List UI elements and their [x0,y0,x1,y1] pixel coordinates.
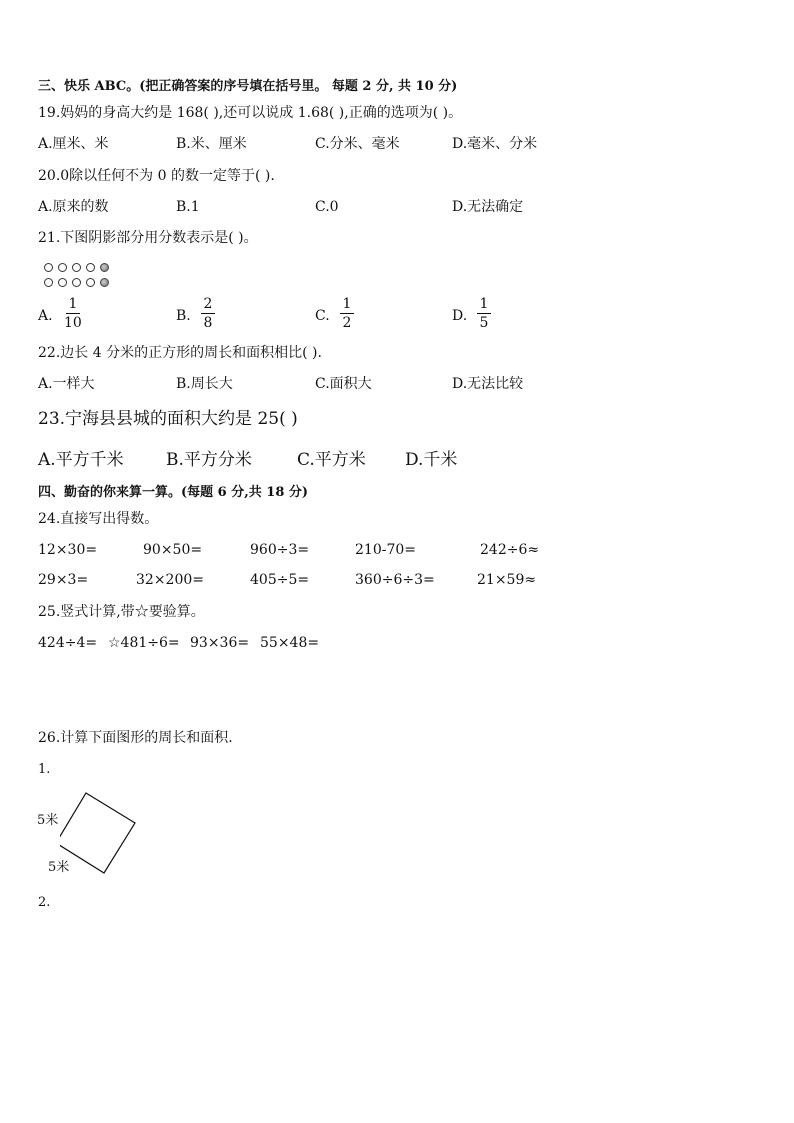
q22-option-a: A.一样大 [38,376,95,392]
q21-option-d-letter: D. [452,308,468,324]
q20-option-d: D.无法确定 [452,199,524,215]
q24-calc-item: 960÷3= [250,542,310,558]
fraction-numerator: 1 [68,296,78,312]
q24-calc-item: 29×3= [38,572,89,588]
q22-option-b: B.周长大 [176,376,233,392]
q25-calc-item: 93×36= [190,635,250,651]
q21-option-b-letter: B. [176,308,191,324]
empty-circle [44,263,53,272]
square-outline [60,793,135,873]
q23-option-b: B.平方分米 [166,450,252,470]
fraction-bar [66,313,80,314]
fraction-bar [201,313,215,314]
empty-circle [72,278,81,287]
question-22-stem: 22.边长 4 分米的正方形的周长和面积相比( ). [38,345,322,361]
question-23-stem: 23.宁海县县城的面积大约是 25( ) [38,409,298,429]
question-24-stem: 24.直接写出得数。 [38,511,159,527]
q19-option-c: C.分米、毫米 [315,136,400,152]
q24-calc-item: 360÷6÷3= [355,572,435,588]
empty-circle [72,263,81,272]
side-length-label-bottom: 5米 [48,860,70,875]
q23-option-c: C.平方米 [297,450,366,470]
section-four-title: 四、勤奋的你来算一算。(每题 6 分,共 18 分) [38,485,309,500]
q26-sub-2-label: 2. [38,895,51,910]
q25-calc-item: 55×48= [260,635,320,651]
fraction-denominator: 8 [203,315,213,331]
shaded-circle [100,278,109,287]
fraction-bar [340,313,354,314]
shaded-circle [100,263,109,272]
q21-option-a-letter: A. [38,308,53,324]
empty-circle [58,278,67,287]
q23-option-a: A.平方千米 [38,450,124,470]
empty-circle [86,278,95,287]
fraction-numerator: 1 [479,296,489,312]
q20-option-b: B.1 [176,199,200,215]
fraction-bar [477,313,491,314]
q25-calc-item: ☆481÷6= [108,635,180,651]
q24-calc-item: 242÷6≈ [480,542,540,558]
question-26-stem: 26.计算下面图形的周长和面积. [38,730,233,746]
q20-option-c: C.0 [315,199,339,215]
q22-option-d: D.无法比较 [452,376,524,392]
side-length-label-left: 5米 [37,813,59,828]
q21-option-d-fraction [477,296,491,331]
q24-calc-item: 12×30= [38,542,98,558]
square-figure [60,788,140,880]
question-19-stem: 19.妈妈的身高大约是 168( ),还可以说成 1.68( ),正确的选项为( )。 [38,105,463,121]
empty-circle [44,278,53,287]
section-three-title: 三、快乐 ABC。(把正确答案的序号填在括号里。 每题 2 分, 共 10 分) [38,79,458,94]
q19-option-b: B.米、厘米 [176,136,247,152]
empty-circle [86,263,95,272]
q21-option-c-letter: C. [315,308,330,324]
fraction-numerator: 2 [203,296,213,312]
q23-option-d: D.千米 [405,450,458,470]
question-21-stem: 21.下图阴影部分用分数表示是( )。 [38,230,258,246]
q26-sub-1-label: 1. [38,762,51,777]
q21-option-c-fraction [340,296,354,331]
fraction-numerator: 1 [342,296,352,312]
q25-calc-item: 424÷4= [38,635,98,651]
q19-option-a: A.厘米、米 [38,136,109,152]
q22-option-c: C.面积大 [315,376,372,392]
question-20-stem: 20.0除以任何不为 0 的数一定等于( ). [38,168,275,184]
q20-option-a: A.原来的数 [38,199,109,215]
question-25-stem: 25.竖式计算,带☆要验算。 [38,604,205,620]
q24-calc-item: 90×50= [143,542,203,558]
q24-calc-item: 210-70= [355,542,416,558]
q24-calc-item: 32×200= [136,572,204,588]
fraction-denominator: 5 [479,315,489,331]
q21-option-b-fraction [201,296,215,331]
empty-circle [58,263,67,272]
fraction-denominator: 2 [342,315,352,331]
q24-calc-item: 405÷5= [250,572,310,588]
q19-option-d: D.毫米、分米 [452,136,538,152]
q21-option-a-fraction [64,296,82,331]
fraction-denominator: 10 [64,315,82,331]
q24-calc-item: 21×59≈ [477,572,537,588]
